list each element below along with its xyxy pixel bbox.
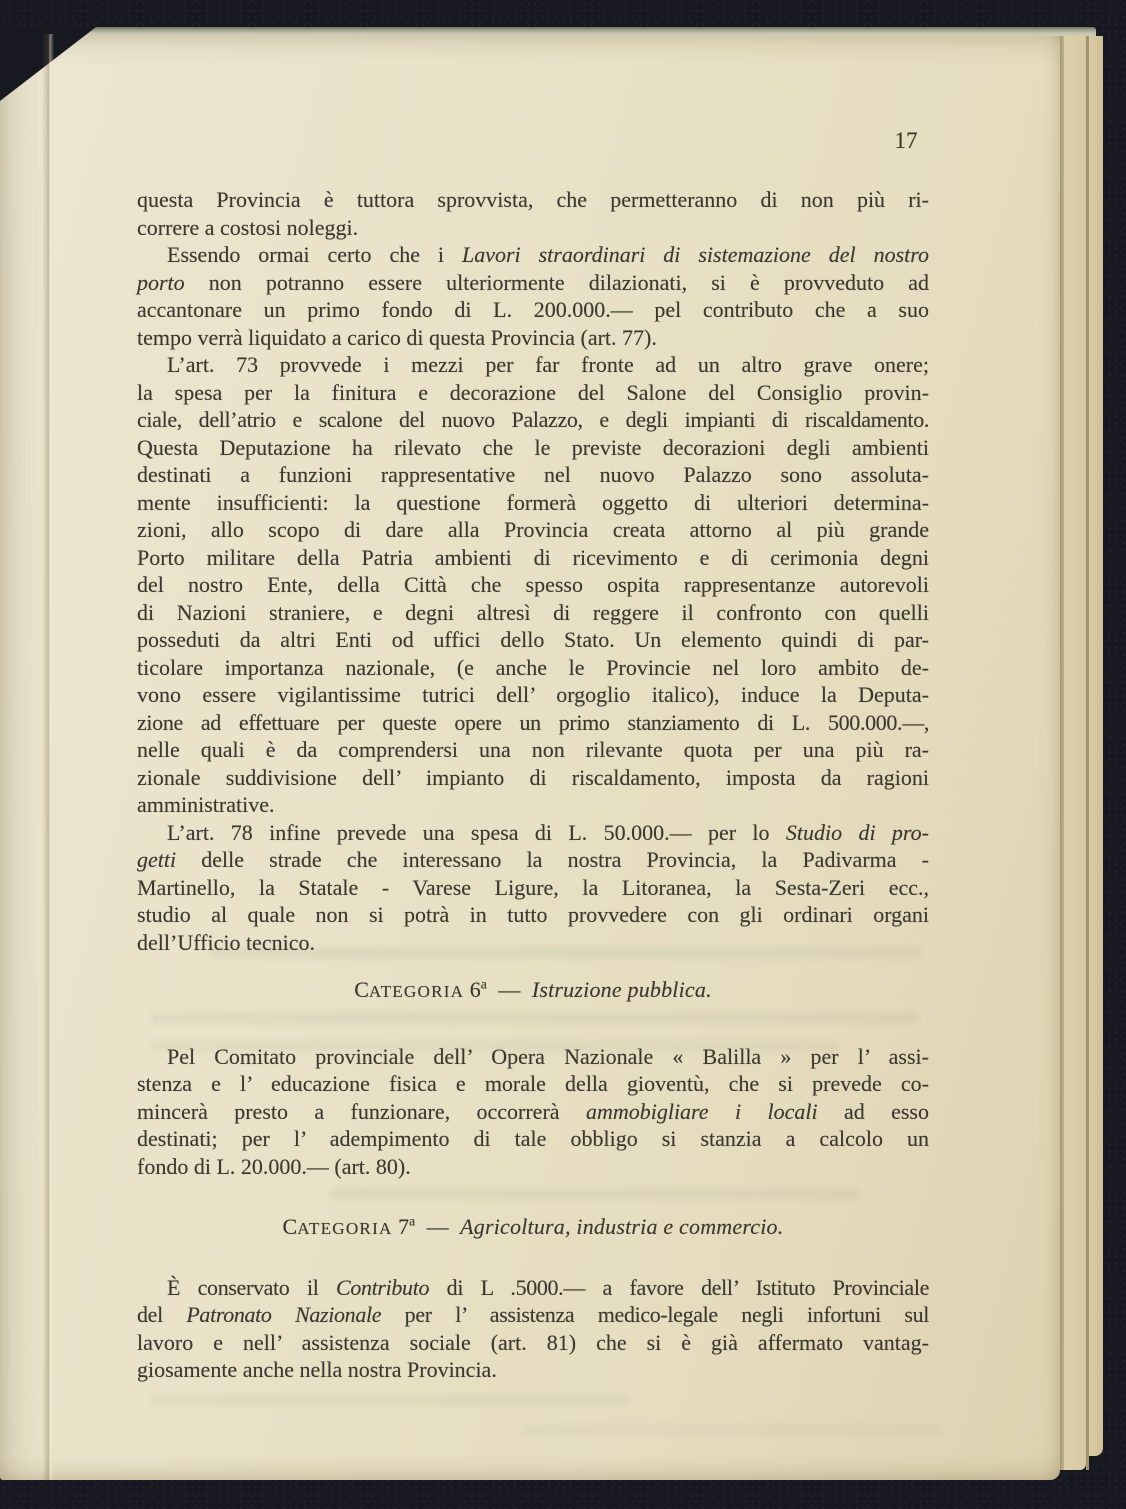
text-segment: stenza e l’ educazione fisica e morale della gioventù, che si prevede co-	[137, 1071, 929, 1096]
heading-ordinal: a	[409, 1213, 416, 1229]
text-line	[137, 406, 929, 434]
heading-ordinal: a	[480, 976, 487, 992]
text-segment: destinati a funzioni rappresentative nel nuovo Palazzo sono assoluta-	[137, 462, 929, 487]
showthrough-ghost	[150, 1394, 630, 1406]
text-line	[137, 214, 929, 242]
italic-segment: ammobigliare i locali	[585, 1098, 818, 1124]
text-segment: accantonare un primo fondo di L. 200.000.— pel contributo che a suo	[137, 297, 929, 322]
text-segment: Essendo ormai certo che i	[167, 242, 462, 267]
text-line	[137, 351, 929, 379]
text-line	[137, 186, 929, 214]
text-line	[137, 654, 929, 682]
text-segment: per l’ assistenza medico-legale negli infortuni sul	[381, 1302, 930, 1327]
heading-dash: —	[421, 1214, 455, 1239]
text-line	[137, 1274, 929, 1302]
text-line	[137, 1356, 929, 1384]
text-segment: la spesa per la finitura e decorazione del Salone del Consiglio provin-	[137, 379, 929, 405]
text-segment: delle strade che interessano la nostra Provincia, la Padivarma -	[176, 847, 929, 872]
text-segment: di Nazioni straniere, e degni altresì di reggere il confronto con quelli	[137, 599, 929, 625]
text-segment: questa Provincia è tuttora sprovvista, che permetteranno di non più ri-	[137, 187, 929, 212]
text-line	[137, 709, 929, 737]
text-line	[137, 1098, 929, 1126]
italic-segment: getti	[137, 847, 177, 872]
paragraph	[137, 351, 929, 819]
text-segment: ad esso	[817, 1098, 929, 1124]
paragraph	[137, 1274, 929, 1384]
heading-category-label: CATEGORIA	[282, 1214, 393, 1239]
text-segment: ciale, dell’atrio e scalone del nuovo Palazzo, e degli impianti di riscaldamento.	[137, 407, 929, 432]
text-line	[137, 324, 929, 352]
text-segment: studio al quale non si potrà in tutto provvedere con gli ordinari organi	[137, 902, 929, 927]
italic-segment: Studio di pro-	[785, 819, 929, 845]
text-segment: Questa Deputazione ha rilevato che le previste decorazioni degli ambienti	[137, 434, 929, 460]
page-number: 17	[894, 128, 918, 153]
text-line	[137, 929, 929, 957]
heading-title: Istruzione pubblica.	[531, 977, 712, 1002]
text-line	[137, 296, 929, 324]
heading-category-label: CATEGORIA	[354, 977, 465, 1002]
text-segment: del nostro Ente, della Città che spesso ospita rappresentanze autorevoli	[137, 572, 929, 597]
text-line	[137, 764, 929, 792]
text-line	[137, 1153, 929, 1181]
heading-number: 6	[464, 977, 481, 1002]
text-segment: mente insufficienti: la questione formerà oggetto di ulteriori determina-	[137, 489, 929, 515]
text-line	[137, 516, 929, 544]
page-top-edge	[4, 27, 1096, 36]
text-line	[137, 1043, 929, 1071]
text-line	[137, 681, 929, 709]
text-segment: destinati; per l’ adempimento di tale obbligo si stanzia a calcolo un	[137, 1126, 929, 1151]
text-segment: posseduti da altri Enti od uffici dello Stato. Un elemento quindi di par-	[137, 627, 929, 652]
showthrough-ghost	[520, 1424, 940, 1436]
text-line	[137, 241, 929, 269]
paragraph	[137, 1043, 929, 1181]
text-line	[137, 1301, 929, 1329]
text-segment: zioni, allo scopo di dare alla Provincia creata attorno al più grande	[137, 517, 929, 542]
page-edge-stack	[1060, 36, 1105, 1470]
text-line	[137, 626, 929, 654]
text-segment: dell’Ufficio tecnico.	[137, 929, 315, 955]
text-line	[137, 874, 929, 902]
text-segment: amministrative.	[137, 792, 275, 817]
text-segment: giosamente anche nella nostra Provincia.	[137, 1357, 497, 1382]
italic-segment: porto	[137, 269, 185, 295]
text-segment: ticolare importanza nazionale, (e anche le Provincie nel loro ambito de-	[137, 654, 929, 680]
text-segment: correre a costosi noleggi.	[137, 214, 359, 240]
text-line	[137, 379, 929, 407]
text-segment: zionale suddivisione dell’ impianto di riscaldamento, imposta da ragioni	[137, 764, 929, 790]
text-segment: L’art. 78 infine prevede una spesa di L. 50.000.— per lo	[167, 819, 786, 845]
text-line	[137, 489, 929, 517]
italic-segment: Lavori straordinari di sistemazione del nostro	[461, 242, 929, 267]
text-segment: di L .5000.— a favore dell’ Istituto Provinciale	[429, 1274, 930, 1300]
text-line	[137, 599, 929, 627]
text-segment: tempo verrà liquidato a carico di questa Provincia (art. 77).	[137, 324, 657, 350]
text-segment: lavoro e nell’ assistenza sociale (art. 81) che si è già affermato vantag-	[137, 1329, 929, 1355]
italic-segment: Patronato Nazionale	[186, 1302, 382, 1327]
heading-number: 7	[392, 1214, 410, 1239]
paragraph	[137, 819, 929, 957]
binding-crease	[42, 34, 54, 1480]
text-segment: È conservato il	[167, 1274, 337, 1300]
text-line	[137, 1070, 929, 1098]
section-heading	[137, 976, 929, 1006]
text-segment: non potranno essere ulteriormente dilazionati, si è provveduto ad	[184, 269, 929, 295]
text-segment: L’art. 73 provvede i mezzi per far fronte ad un altro grave onere;	[167, 352, 929, 377]
text-line	[137, 901, 929, 929]
text-line	[137, 461, 929, 489]
text-segment: mincerà presto a funzionare, occorrerà	[137, 1098, 586, 1124]
text-line	[137, 434, 929, 462]
text-line	[137, 544, 929, 572]
paragraph	[137, 186, 929, 241]
text-segment: nelle quali è da comprendersi una non rilevante quota per una più ra-	[137, 737, 929, 762]
text-segment: zione ad effettuare per queste opere un primo stanziamento di L. 500.000.—,	[137, 709, 929, 735]
text-segment: Porto militare della Patria ambienti di ricevimento e di cerimonia degni	[137, 544, 929, 570]
text-segment: Pel Comitato provinciale dell’ Opera Nazionale « Balilla » per l’ assi-	[167, 1043, 929, 1069]
italic-segment: Contributo	[336, 1274, 430, 1300]
text-line	[137, 269, 929, 297]
text-line	[137, 819, 929, 847]
text-line	[137, 846, 929, 874]
page-edge	[1089, 36, 1103, 1456]
text-line	[137, 571, 929, 599]
text-segment: del	[137, 1302, 187, 1327]
section-heading	[137, 1213, 929, 1243]
heading-title: Agricoltura, industria e commercio.	[460, 1214, 784, 1239]
text-line	[137, 791, 929, 819]
heading-dash: —	[492, 977, 526, 1002]
text-line	[137, 1329, 929, 1357]
text-segment: Martinello, la Statale - Varese Ligure, la Litoranea, la Sesta-Zeri ecc.,	[137, 874, 929, 900]
page-edge	[1064, 36, 1086, 1470]
text-segment: vono essere vigilantissime tutrici dell’ orgoglio italico), induce la Deputa-	[137, 682, 929, 707]
text-line	[137, 736, 929, 764]
text-line	[137, 1125, 929, 1153]
text-column	[137, 186, 929, 1384]
paragraph	[137, 241, 929, 351]
text-segment: fondo di L. 20.000.— (art. 80).	[137, 1153, 411, 1179]
